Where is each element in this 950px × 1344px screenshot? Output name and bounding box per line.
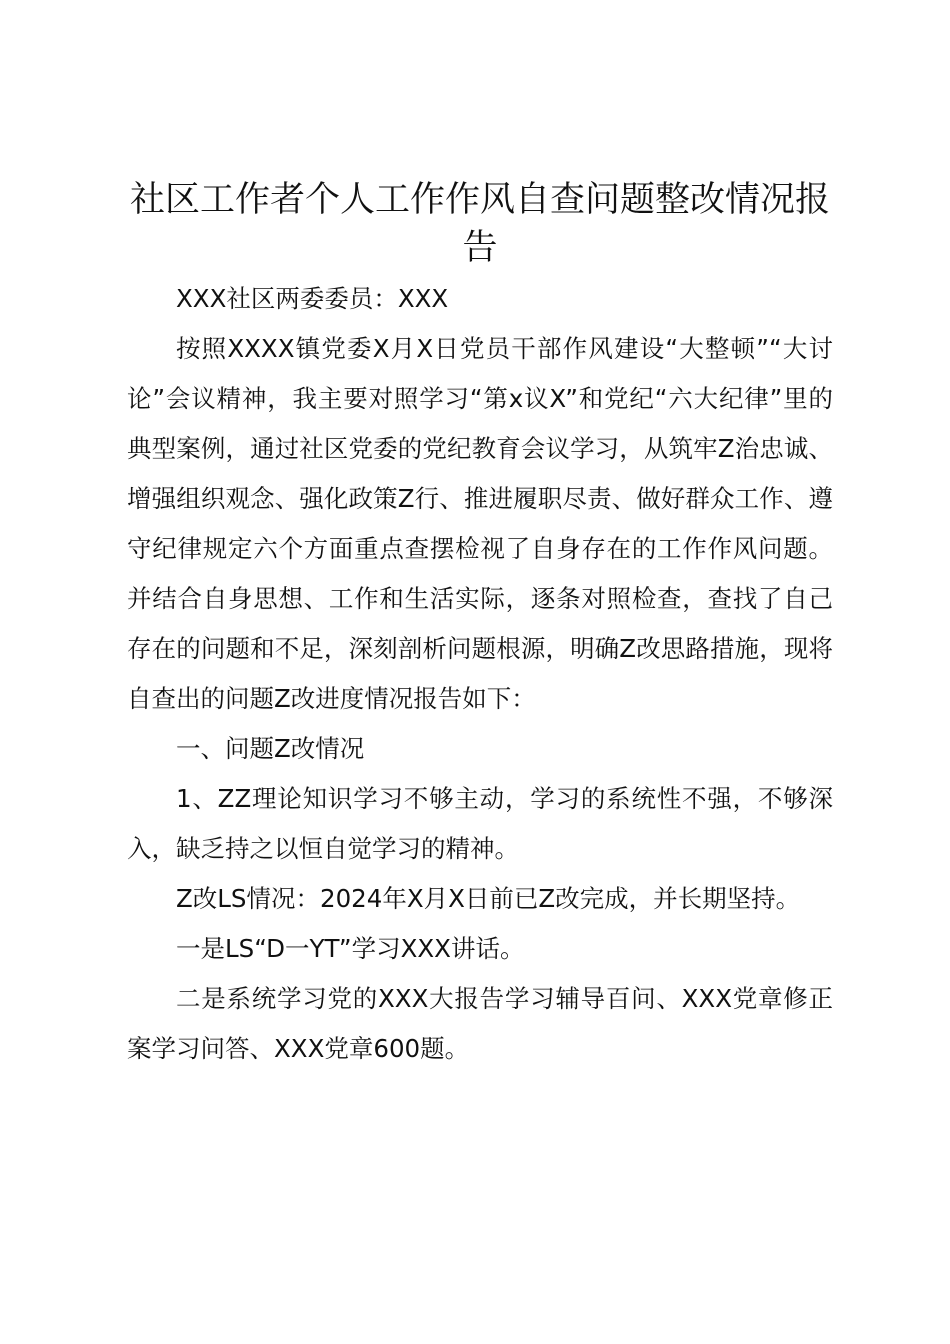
document-title: 社区工作者个人工作作风自查问题整改情况报告 (129, 180, 830, 268)
addressee-line: XXX社区两委委员：XXX (176, 284, 449, 313)
intro-paragraph: 按照XXXX镇党委X月X日党员干部作风建设“大整顿”“大讨论”会议精神，我主要对照学习“第x议X”和党纪“六大纪律”里的典型案例，通过社区党委的党纪教育会议学习，从筑牢Z治忠诚、增强组织观念、强化政策Z行、推进履职尽责、做好群众工作、遵守纪律规定六个方面重点查摆检视了自身存在的工作作风问题。并结合自身思想、工作和生活实际，逐条对照检查，查找了自己存在的问题和不足，深刻剖析问题根源，明确Z改思路措施，现将自查出的问题Z改进度情况报告如下： (127, 334, 833, 713)
issue-item: 1、ZZ理论知识学习不够主动，学习的系统性不强，不够深入，缺乏持之以恒自觉学习的精神。 (127, 784, 833, 863)
section-heading: 一、问题Z改情况 (176, 734, 365, 763)
measure-one: 一是LS“D一YT”学习XXX讲话。 (176, 934, 525, 963)
document-page (127, 176, 833, 1074)
rectification-status: Z改LS情况：2024年X月X日前已Z改完成，并长期坚持。 (176, 884, 801, 913)
measure-two: 二是系统学习党的XXX大报告学习辅导百问、XXX党章修正案学习问答、XXX党章600题。 (127, 984, 833, 1063)
